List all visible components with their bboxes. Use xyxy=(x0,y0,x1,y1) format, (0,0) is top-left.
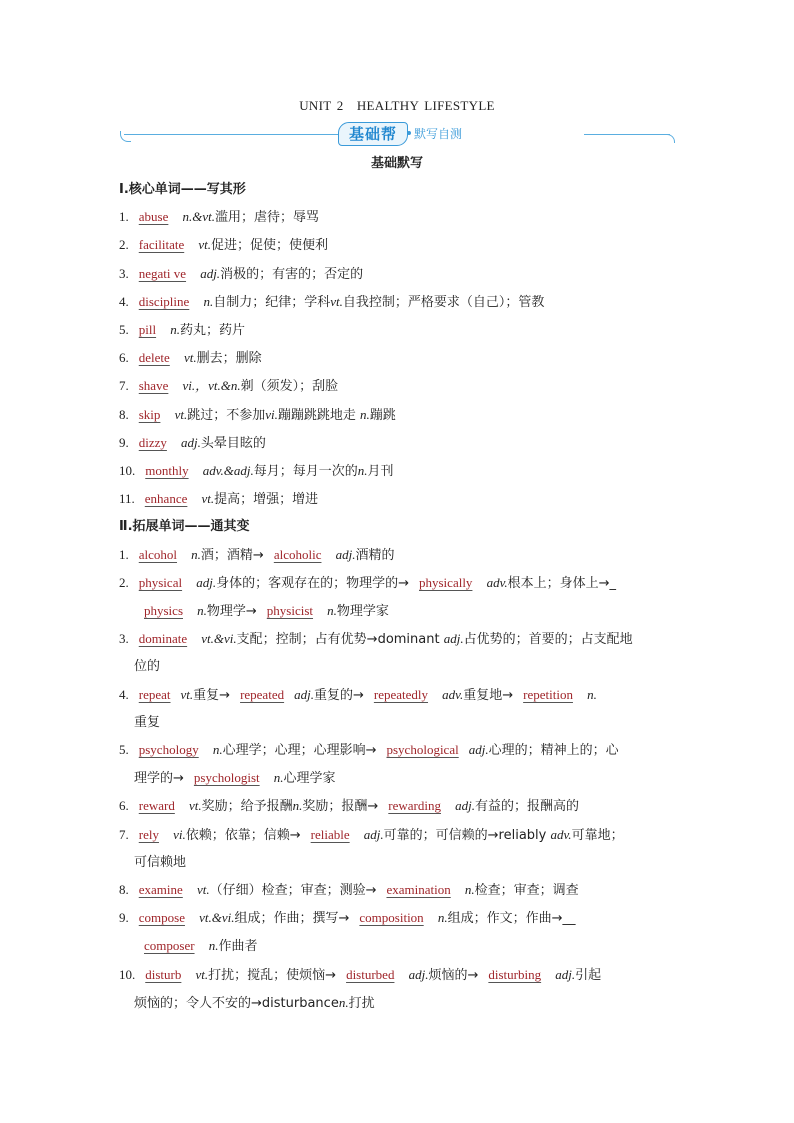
answer-blank: physics xyxy=(144,603,183,619)
answer-blank: composer xyxy=(144,938,195,954)
answer-blank: rely xyxy=(138,826,159,842)
answer-blank: physical xyxy=(138,574,183,590)
banner-dot xyxy=(407,131,411,135)
list-item: 2. facilitate vt.促进；促使；使便利 xyxy=(119,237,329,254)
list-item: 1. abuse n.&vt.滥用；虐待；辱骂 xyxy=(119,209,320,226)
section-banner xyxy=(118,120,678,144)
list-item: 3. negati ve adj.消极的；有害的；否定的 xyxy=(119,265,364,282)
answer-blank: reliable xyxy=(310,826,350,842)
list-item: 2. physical adj.身体的；客观存在的；物理学的→ physically adv.根本上；身体上→_ xyxy=(119,574,617,591)
answer-blank: alcoholic xyxy=(273,546,322,562)
list-item: 7. rely vi.依赖；依靠；信赖→ reliable adj.可靠的；可信赖的→reliably adv.可靠地； xyxy=(119,826,624,843)
answer-blank: dominate xyxy=(138,631,188,647)
banner-left-cap xyxy=(120,131,131,142)
answer-blank: rewarding xyxy=(388,798,441,814)
answer-blank: composition xyxy=(359,910,424,926)
answer-blank: abuse xyxy=(138,209,169,225)
answer-blank: psychologist xyxy=(193,770,260,786)
answer-blank: repeat xyxy=(138,686,171,702)
answer-blank: physically xyxy=(419,574,473,590)
answer-blank: facilitate xyxy=(138,237,185,253)
answer-blank: enhance xyxy=(144,491,188,507)
answer-blank: negati ve xyxy=(138,265,187,281)
section1-heading: Ⅰ.核心单词——写其形 xyxy=(119,182,246,197)
answer-blank: alcohol xyxy=(138,546,178,562)
answer-blank: compose xyxy=(138,910,185,926)
answer-blank: disturb xyxy=(145,966,182,982)
list-item: 3. dominate vt.&vi.支配；控制；占有优势→dominant adj.占优势的；首要的；占支配地 xyxy=(119,631,633,648)
unit-title: UNIT 2 HEALTHY LIFESTYLE xyxy=(299,98,495,113)
banner-right-line xyxy=(584,134,670,135)
banner-left-line xyxy=(124,134,340,135)
answer-blank: disturbing xyxy=(488,966,542,982)
answer-blank: examine xyxy=(138,882,183,898)
answer-blank: delete xyxy=(138,350,170,366)
answer-blank: repeatedly xyxy=(373,686,429,702)
answer-blank: dizzy xyxy=(138,434,167,450)
list-item: 11. enhance vt.提高；增强；增进 xyxy=(119,491,319,508)
section-subtitle: 基础默写 xyxy=(370,156,423,171)
answer-blank: skip xyxy=(138,406,161,422)
list-item: 4. discipline n.自制力；纪律；学科vt.自我控制；严格要求（自己）；管教 xyxy=(119,293,545,310)
list-item-continued: physics n.物理学→ physicist n.物理学家 xyxy=(119,597,679,625)
list-item: 6. reward vt.奖励；给予报酬n.奖励；报酬→ rewarding adj.有益的；报酬高的 xyxy=(119,798,580,815)
list-item: 10. monthly adv.&adj.每月；每月一次的n.月刊 xyxy=(119,463,394,480)
exercise-content xyxy=(119,176,679,1017)
list-item: 1. alcohol n.酒；酒精→ alcoholic adj.酒精的 xyxy=(119,546,395,563)
list-item: 10. disturb vt.打扰；搅乱；使烦恼→ disturbed adj.烦恼的→ disturbing adj.引起 xyxy=(119,966,602,983)
answer-blank: reward xyxy=(138,798,175,814)
list-item: 8. skip vt.跳过；不参加vi.蹦蹦跳跳地走 n.蹦跳 xyxy=(119,406,396,423)
answer-blank: repetition xyxy=(523,686,573,702)
answer-blank: discipline xyxy=(138,293,190,309)
banner-badge: 基础帮 xyxy=(338,122,408,146)
list-item-continued: 烦恼的；令人不安的→disturbancen.打扰 xyxy=(134,994,375,1011)
list-item: 9. compose vt.&vi.组成；作曲；撰写→ composition n.组成；作文；作曲→__ xyxy=(119,910,576,927)
list-item: 9. dizzy adj.头晕目眩的 xyxy=(119,434,266,451)
answer-blank: shave xyxy=(138,378,169,394)
list-item-continued: 理学的→ psychologist n.心理学家 xyxy=(134,770,336,787)
answer-blank: psychological xyxy=(386,742,459,758)
list-item: 7. shave vi.，vt.&n.剃（须发）；刮脸 xyxy=(119,378,339,395)
list-item-continued: 可信赖地 xyxy=(134,854,187,870)
answer-blank: repeated xyxy=(240,686,285,702)
list-item-continued: 重复 xyxy=(134,714,161,730)
answer-blank: disturbed xyxy=(346,966,395,982)
answer-blank: psychology xyxy=(138,742,199,758)
list-item-continued: composer n.作曲者 xyxy=(119,932,679,960)
list-item: 8. examine vt.（仔细）检查；审查；测验→ examination n.检查；审查；调查 xyxy=(119,882,579,899)
list-item: 6. delete vt.删去；删除 xyxy=(119,350,262,367)
list-item: 4. repeat vt.重复→ repeated adj.重复的→ repeatedly adv.重复地→ repetition n. xyxy=(119,686,597,703)
answer-blank: examination xyxy=(386,882,451,898)
answer-blank: physicist xyxy=(266,603,314,619)
banner-subtitle: 默写自测 xyxy=(414,127,463,141)
list-item: 5. psychology n.心理学；心理；心理影响→ psychological adj.心理的；精神上的；心 xyxy=(119,742,619,759)
answer-blank: pill xyxy=(138,322,157,338)
list-item-continued: 位的 xyxy=(134,659,161,675)
list-item: 5. pill n.药丸；药片 xyxy=(119,322,245,339)
banner-right-cap xyxy=(666,134,675,143)
answer-blank: monthly xyxy=(145,463,189,479)
section2-heading: Ⅱ.拓展单词——通其变 xyxy=(119,519,250,535)
